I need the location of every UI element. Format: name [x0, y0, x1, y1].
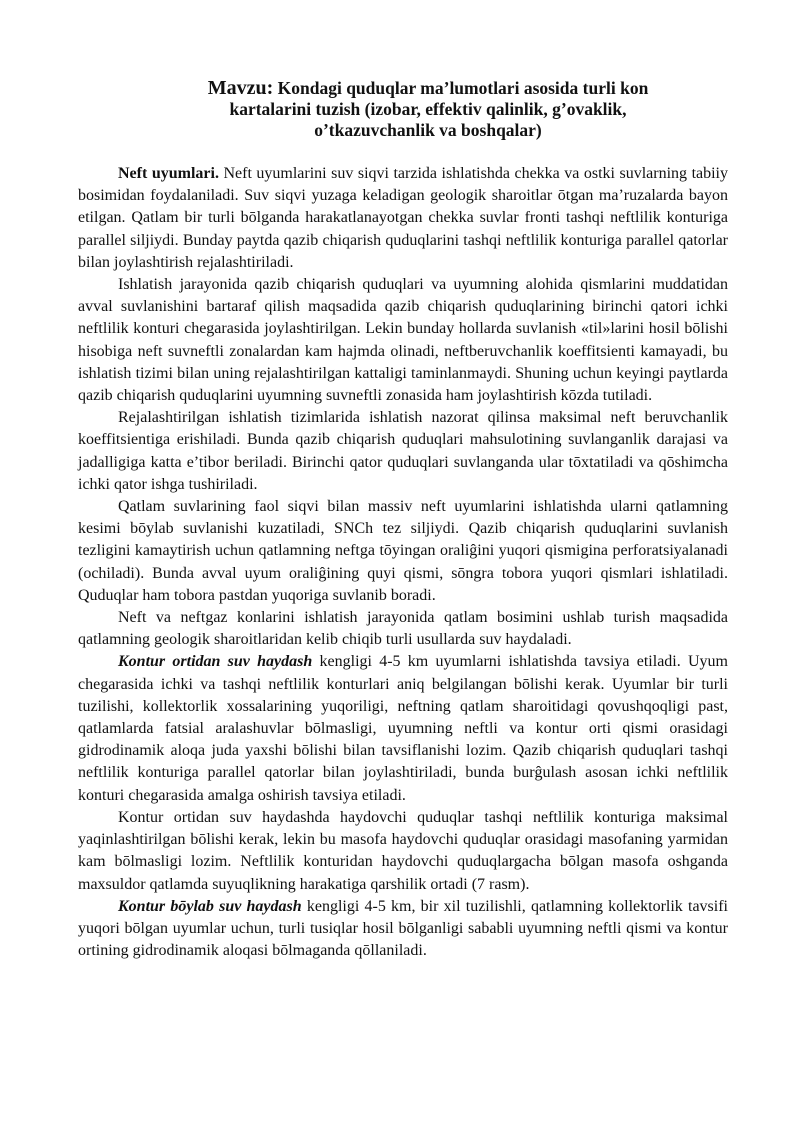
- paragraph-text: Qatlam suvlarining faol siqvi bilan massiv neft uyumlarini ishlatishda ularni qatlamning kesimi bōylab suvlanishi kuzatiladi, SNCh tez siljiydi. Qazib chiqarish quduqlarini suvlanish tezligini kamaytirish uchun qatlamning neftga tōyingan oraliĝini yuqori qismigina perforatsiyalanadi (ochiladi). Bunda avval uyum oraliĝining quyi qismi, sōngra tobora yuqori qismlari ishlatiladi. Quduqlar ham tobora pastdan yuqoriga suvlanib boradi.: [78, 498, 728, 604]
- paragraph-lead-italic: Kontur ortidan suv haydash: [118, 653, 313, 671]
- paragraph-text: Rejalashtirilgan ishlatish tizimlarida ishlatish nazorat qilinsa maksimal neft beruvchanlik koeffitsientiga erishiladi. Bunda qazib chiqarish quduqlari mahsulotining suvlanganlik darajasi va jadalligiga katta e’tibor beriladi. Birinchi qator quduqlari suvlanganda ular tōxtatiladi va qōshimcha ichki qator ishga tushiriladi.: [78, 409, 728, 493]
- paragraph-ishlatish: [78, 274, 728, 407]
- paragraph-rejalashtirilgan: [78, 407, 728, 496]
- paragraph-kontur-boylab: [78, 896, 728, 963]
- paragraph-haydovchi-quduqlar: [78, 807, 728, 896]
- paragraph-kontur-ortidan: [78, 651, 728, 806]
- paragraph-text: Kontur ortidan suv haydashda haydovchi quduqlar tashqi neftlilik konturiga maksimal yaqinlashtirilgan bōlishi kerak, lekin bu masofa haydovchi quduqlar orasidagi masofaning yarmidan kam bōlmasligi lozim. Neftlilik konturidan haydovchi quduqlargacha bōlgan masofa oshganda maxsuldor qatlamda suyuqlikning harakatiga qarshilik ortadi (7 rasm).: [78, 808, 728, 893]
- paragraph-qatlam-suvlari: [78, 496, 728, 607]
- paragraph-text: Neft va neftgaz konlarini ishlatish jarayonida qatlam bosimini ushlab turish maqsadida qatlamning geologik sharoitlaridan kelib chiqib turli usullarda suv haydaladi.: [78, 609, 728, 649]
- title-line-2: kartalarini tuzish (izobar, effektiv qalinlik, g’ovaklik,: [229, 99, 627, 119]
- title-lead: Mavzu:: [207, 77, 274, 99]
- paragraph-text: kengligi 4-5 km uyumlarni ishlatishda tavsiya etiladi. Uyum chegarasida ichki va tashqi neftlilik konturlari aniq belgilangan bōlishi kerak. Uyumlar bir turli tuzilishi, kollektorlik xossalarining yuqoriligi, neftning qatlam sharoitidagi qovushqoqligi past, qatlamlarda fatsial aralashuvlar bōlmasligi, uyumning neftli va kontur orti qismi orasidagi gidrodinamik aloqa juda yaxshi bōlishi bilan tavsiflanishi lozim. Qazib chiqarish quduqlari tashqi neftlilik konturiga parallel qatorlar bilan joylashtiriladi, bunda burĝulash asosan ichki neftlilik konturi chegarasida amalga oshirish tavsiya etiladi.: [78, 653, 728, 804]
- paragraph-lead-bold: Neft uyumlari.: [118, 165, 219, 182]
- paragraph-text: kengligi 4-5 km, bir xil tuzilishli, qatlamning kollektorlik tavsifi yuqori bōlgan uyumlar uchun, turli tusiqlar hosil bōlganligi sababli uyumning neftli qismi va kontur ortining gidrodinamik aloqasi bōlmaganda qōllaniladi.: [78, 897, 728, 960]
- paragraph-neftgaz-konlari: [78, 607, 728, 651]
- title-line-1: Kondagi quduqlar ma’lumotlari asosida turli kon: [277, 78, 649, 98]
- page-title: [78, 78, 728, 141]
- paragraph-neft-uyumlari: [78, 163, 728, 274]
- title-line-3: o’tkazuvchanlik va boshqalar): [314, 120, 542, 140]
- paragraph-text: Neft uyumlarini suv siqvi tarzida ishlatishda chekka va ostki suvlarning tabiiy bosimidan foydalaniladi. Suv siqvi yuzaga keladigan geologik sharoitlar ōtgan ma’ruzalarda bayon etilgan. Qatlam bir turli bōlganda harakatlanayotgan chekka suvlar fronti tashqi neftlilik konturiga parallel siljiydi. Bunday paytda qazib chiqarish quduqlarini tashqi neftlilik konturiga parallel qatorlar bilan joylashtirish rejalashtiriladi.: [78, 165, 729, 271]
- paragraph-text: Ishlatish jarayonida qazib chiqarish quduqlari va uyumning alohida qismlarini muddatidan avval suvlanishini bartaraf qilish maqsadida qazib chiqarish quduqlarining birinchi qatori ichki neftlilik konturi chegarasida joylashtirilgan. Lekin bunday hollarda suvlanish «til»larini hosil bōlishi hisobiga neft suvneftli zonalardan kam hajmda olinadi, neftberuvchanlik koeffitsienti kamayadi, bu ishlatish tizimi bilan uning rejalashtirilgan kattaligi taminlanmaydi. Shuning uchun keyingi paytlarda qazib chiqarish quduqlarini uyumning suvneftli zonasida ham joylashtirish kōzda tutiladi.: [78, 276, 728, 405]
- paragraph-lead-italic: Kontur bōylab suv haydash: [118, 897, 302, 915]
